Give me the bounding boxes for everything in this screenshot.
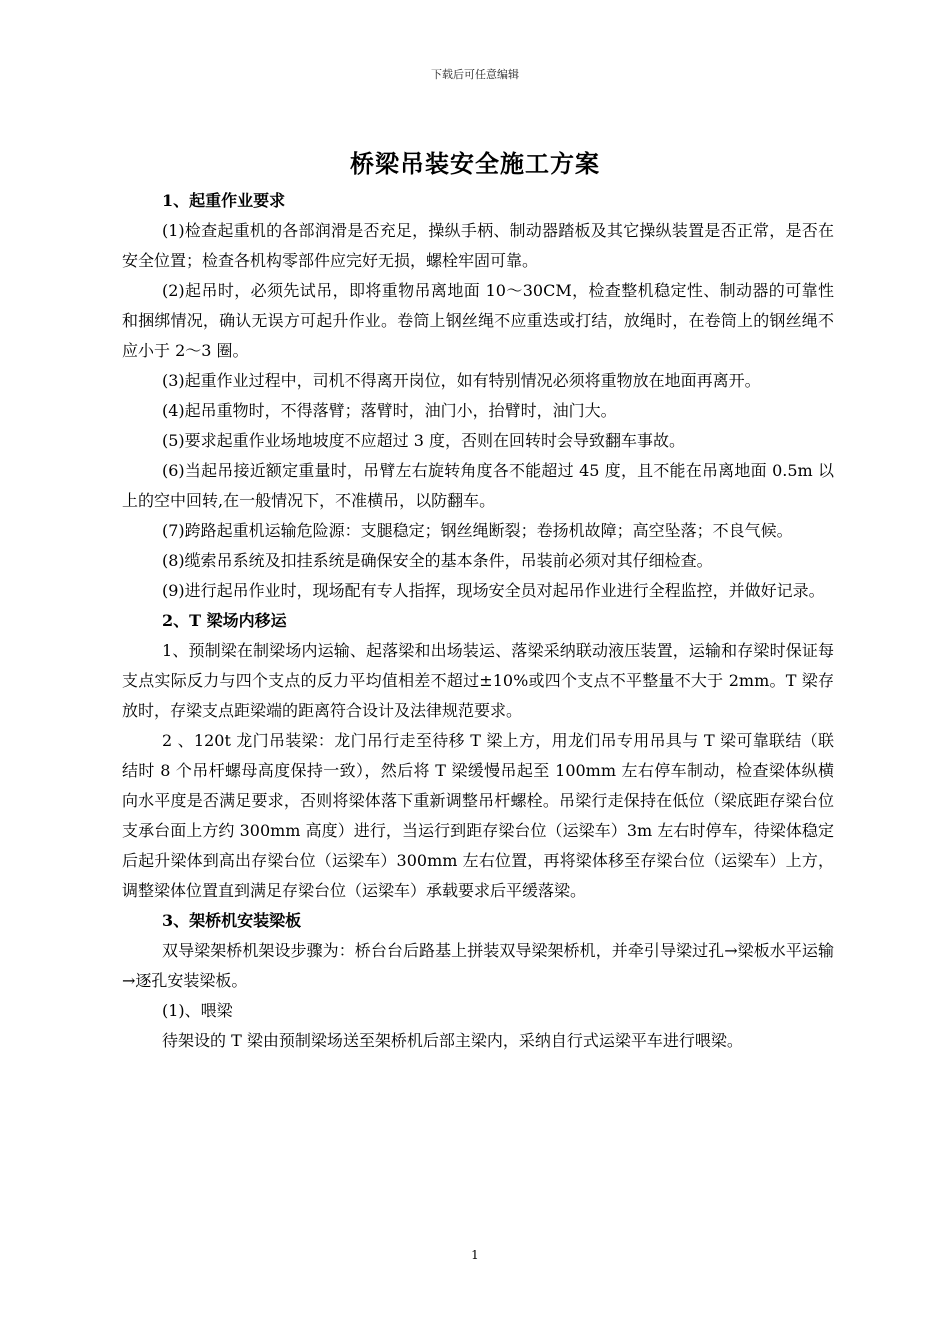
page-number: 1: [471, 1248, 479, 1262]
paragraph: (7)跨路起重机运输危险源：支腿稳定；钢丝绳断裂；卷扬机故障；高空坠落；不良气候。: [162, 521, 793, 540]
paragraph: (9)进行起吊作业时，现场配有专人指挥，现场安全员对起吊作业进行全程监控，并做好记录。: [162, 581, 825, 600]
paragraph: (6)当起吊接近额定重量时，吊臂左右旋转角度各不能超过 45 度，且不能在吊离地面 0.5m 以上的空中回转,在一般情况下，不准横吊，以防翻车。: [122, 461, 834, 510]
paragraph: (3)起重作业过程中，司机不得离开岗位，如有特别情况必须将重物放在地面再离开。: [162, 371, 761, 390]
section-heading-2: 2、T 梁场内移运: [162, 611, 287, 630]
paragraph: 待架设的 T 梁由预制梁场送至架桥机后部主梁内，采纳自行式运梁平车进行喂梁。: [162, 1031, 743, 1050]
paragraph: 双导梁架桥机架设步骤为：桥台台后路基上拼装双导梁架桥机，并牵引导梁过孔→梁板水平运输→逐孔安装梁板。: [122, 941, 834, 990]
paragraph: (8)缆索吊系统及扣挂系统是确保安全的基本条件，吊装前必须对其仔细检查。: [162, 551, 713, 570]
paragraph: 1、预制梁在制梁场内运输、起落梁和出场装运、落梁采纳联动液压装置，运输和存梁时保证每支点实际反力与四个支点的反力平均值相差不超过±10%或四个支点不平整量不大于 2mm。T 梁存放时，存梁支点距梁端的距离符合设计及法律规范要求。: [122, 641, 834, 720]
paragraph: (4)起吊重物时，不得落臂；落臂时，油门小，抬臂时，油门大。: [162, 401, 617, 420]
section-heading-1: 1、起重作业要求: [162, 191, 286, 210]
document-title: 桥梁吊装安全施工方案: [350, 149, 600, 178]
section-heading-3: 3、架桥机安装梁板: [162, 911, 302, 930]
paragraph: (1)、喂梁: [162, 1001, 233, 1020]
paragraph: (5)要求起重作业场地坡度不应超过 3 度，否则在回转时会导致翻车事故。: [162, 431, 686, 450]
header-note: 下载后可任意编辑: [431, 68, 519, 81]
document-body: [122, 186, 834, 1056]
paragraph: (2)起吊时，必须先试吊，即将重物吊离地面 10～30CM，检查整机稳定性、制动器的可靠性和捆绑情况，确认无误方可起升作业。卷筒上钢丝绳不应重迭或打结，放绳时，在卷筒上的钢丝绳不应小于 2～3 圈。: [122, 281, 834, 360]
paragraph: 2 、120t 龙门吊装梁：龙门吊行走至待移 T 梁上方，用龙们吊专用吊具与 T 梁可靠联结（联结时 8 个吊杆螺母高度保持一致），然后将 T 梁缓慢吊起至 100mm 左右停车制动，检查梁体纵横向水平度是否满足要求，否则将梁体落下重新调整吊杆螺栓。吊梁行走保持在低位（梁底距存梁台位支承台面上方约 300mm 高度）进行，当运行到距存梁台位（运梁车）3m 左右时停车，待梁体稳定后起升梁体到高出存梁台位（运梁车）300mm 左右位置，再将梁体移至存梁台位（运梁车）上方，调整梁体位置直到满足存梁台位（运梁车）承载要求后平缓落梁。: [122, 731, 834, 900]
paragraph: (1)检查起重机的各部润滑是否充足，操纵手柄、制动器踏板及其它操纵装置是否正常，是否在安全位置；检查各机构零部件应完好无损，螺栓牢固可靠。: [122, 221, 834, 270]
